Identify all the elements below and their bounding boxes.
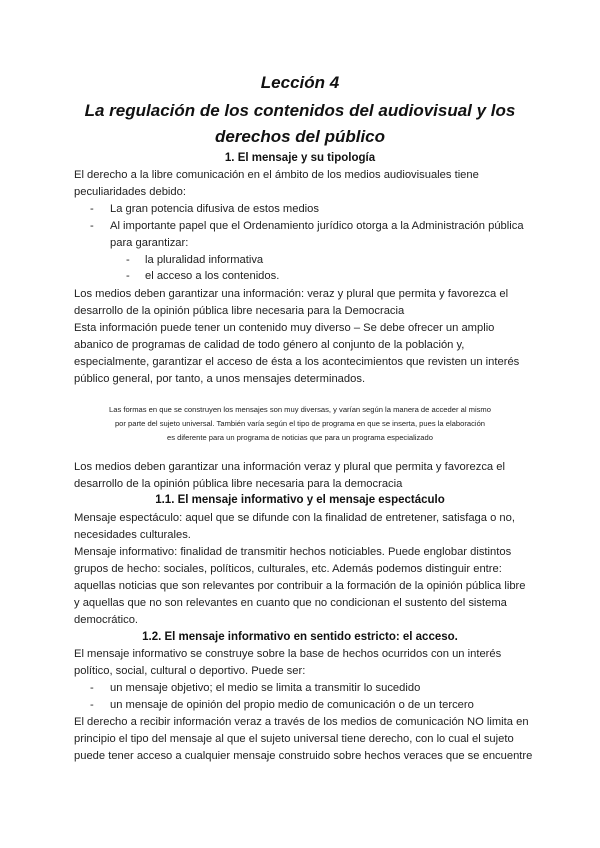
paragraph-line: El mensaje informativo se construye sobre la base de hechos ocurridos con un interés bbox=[74, 648, 502, 660]
paragraph-line: desarrollo de la opinión pública libre necesaria para la democracia bbox=[74, 478, 403, 490]
paragraph-line: Mensaje espectáculo: aquel que se difunde con la finalidad de entretener, satisfaga o no, bbox=[74, 512, 515, 524]
sub-bullet-item: el acceso a los contenidos. bbox=[145, 270, 280, 282]
paragraph-line: puede tener acceso a cualquier mensaje construido sobre hechos veraces que se encuentre bbox=[74, 750, 533, 762]
paragraph-line: El derecho a recibir información veraz a través de los medios de comunicación NO limita en bbox=[74, 716, 529, 728]
paragraph-line: principio el tipo del mensaje al que el sujeto universal tiene derecho, con lo cual el sujeto bbox=[74, 733, 514, 745]
paragraph-line: aquellas noticias que son relevantes por contribuir a la formación de la opinión pública libre bbox=[74, 580, 526, 592]
paragraph-line: Esta información puede tener un contenido muy diverso – Se debe ofrecer un amplio bbox=[74, 322, 495, 334]
lesson-title-line-2: derechos del público bbox=[214, 127, 386, 146]
bullet-item: un mensaje objetivo; el medio se limita a transmitir lo sucedido bbox=[110, 682, 421, 694]
paragraph-line: abanico de programas de calidad de todo género al conjunto de la población y, bbox=[74, 339, 465, 351]
note-line: Las formas en que se construyen los mensajes son muy diversas, y varían según la manera de acceder al mismo bbox=[109, 405, 491, 414]
paragraph-line: necesidades culturales. bbox=[74, 529, 191, 541]
paragraph-line: Mensaje informativo: finalidad de transmitir hechos noticiables. Puede englobar distintos bbox=[74, 546, 512, 558]
paragraph-line: grupos de hecho: sociales, políticos, culturales, etc. Además podemos distinguir entre: bbox=[74, 563, 502, 575]
bullet-item: La gran potencia difusiva de estos medios bbox=[110, 203, 319, 215]
bullet-marker: - bbox=[90, 699, 94, 711]
section-1-heading: 1. El mensaje y su tipología bbox=[224, 152, 376, 164]
paragraph-line: Los medios deben garantizar una información: veraz y plural que permita y favorezca el bbox=[74, 288, 509, 300]
bullet-marker: - bbox=[90, 203, 94, 215]
sub-bullet-marker: - bbox=[126, 270, 130, 282]
section-1-1-heading: 1.1. El mensaje informativo y el mensaje espectáculo bbox=[155, 494, 445, 506]
bullet-marker: - bbox=[90, 682, 94, 694]
sub-bullet-marker: - bbox=[126, 254, 130, 266]
intro-line-2: peculiaridades debido: bbox=[74, 186, 186, 198]
paragraph-line: público general, por tanto, a unos mensajes determinados. bbox=[74, 373, 366, 385]
paragraph-line: Los medios deben garantizar una información veraz y plural que permita y favorezca el bbox=[74, 461, 505, 473]
lesson-title-line-1: La regulación de los contenidos del audiovisual y los bbox=[84, 101, 516, 120]
paragraph-line: especialmente, garantizar el acceso de ésta a los acontecimientos que revisten un interés bbox=[74, 356, 520, 368]
note-line: por parte del sujeto universal. También varía según el tipo de programa en que se inserta, pues la elaboración bbox=[114, 419, 486, 428]
sub-bullet-item: la pluralidad informativa bbox=[145, 254, 264, 266]
bullet-marker: - bbox=[90, 220, 94, 232]
intro-line-1: El derecho a la libre comunicación en el ámbito de los medios audiovisuales tiene bbox=[74, 169, 479, 181]
bullet-item: un mensaje de opinión del propio medio de comunicación o de un tercero bbox=[110, 699, 474, 711]
section-1-2-heading: 1.2. El mensaje informativo en sentido estricto: el acceso. bbox=[142, 631, 458, 643]
paragraph-line: democrático. bbox=[74, 614, 139, 626]
note-line: es diferente para un programa de noticias que para un programa especializado bbox=[167, 433, 433, 442]
lesson-number: Lección 4 bbox=[260, 73, 340, 92]
paragraph-line: desarrollo de la opinión pública libre necesaria para la Democracia bbox=[74, 305, 405, 317]
paragraph-line: político, social, cultural o deportivo. Puede ser: bbox=[74, 665, 306, 677]
paragraph-line: y aquellas que no son relevantes en cuanto que no condicionan el sustento del sistema bbox=[74, 597, 507, 609]
bullet-item: Al importante papel que el Ordenamiento jurídico otorga a la Administración pública bbox=[110, 220, 524, 232]
bullet-item-continuation: para garantizar: bbox=[110, 237, 189, 249]
